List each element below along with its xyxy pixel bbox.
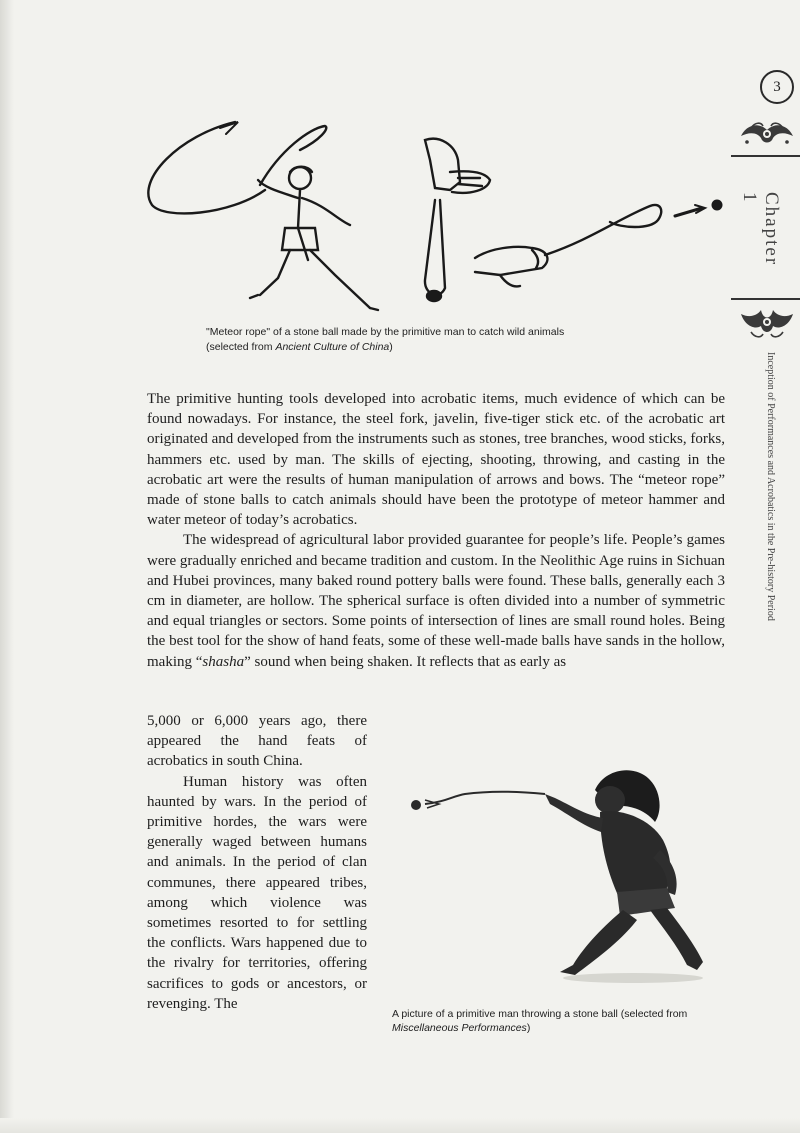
caption-text: A picture of a primitive man throwing a stone ball (selected from (392, 1008, 688, 1020)
caption-text: ) (389, 341, 393, 353)
caption-text: (selected from (206, 341, 276, 353)
body-paragraph: 5,000 or 6,000 years ago, there appeared the hand feats of acrobatics in south China. (147, 713, 367, 770)
paragraph-text: The widespread of agricultural labor provided guarantee for people’s life. People’s games were gradually enriched and became tradition and custom. In the Neolithic Age ruins in Sichuan and Hubei provinces, many baked round pottery balls were found. These balls, generally each 3 cm in diameter, are hollow. The spherical surface is often divided into a number of symmetric and equal triangles or sectors. Some points of intersection of lines are small round holes. Being the best tool for the show of hand feats, some of these well-made balls have sands in the hollow, making “ (147, 532, 725, 670)
chapter-label: Chapter 1 (739, 192, 782, 267)
body-paragraph: Human history was often haunted by wars. In the period of primitive hordes, the wars were generally waged between humans and animals. In the period of clan communes, there appeared tribes, among which violence was sometimes resorted to for settling the conflicts. Wars happened due to the rivalry for territories, offering sacrifices to gods or ancestors, or revenging. The (147, 773, 367, 1012)
running-title: Inception of Performances and Acrobatics in the Pre-history Period (765, 352, 776, 621)
floral-ornament-icon (737, 304, 797, 340)
body-paragraph: The primitive hunting tools developed into acrobatic items, much evidence of which can be found nowadays. For instance, the steel fork, javelin, five-tiger stick etc. of the acrobatic art originated and developed from the instruments such as stones, tree branches, wood sticks, forks, hammers etc. used by man. The skills of ejecting, shooting, throwing, and casting in the acrobatic art were the results of human manipulation of arrows and bows. The “meteor rope” made of stone balls to catch animals should have been the prototype of meteor hammer and water meteor of today’s acrobatics. (147, 391, 725, 529)
caption-source (206, 340, 706, 355)
meteor-rope-illustration (140, 110, 730, 320)
italic-term: shasha (202, 653, 245, 670)
floral-ornament-icon (737, 118, 797, 150)
caption-book-title: Miscellaneous Performances (392, 1022, 527, 1034)
margin-rule-bottom (731, 298, 800, 300)
caption-line: "Meteor rope" of a stone ball made by the primitive man to catch wild animals (206, 326, 565, 338)
body-text-full-width (147, 389, 725, 672)
page-gutter-shadow (0, 0, 14, 1133)
page-bottom-edge (0, 1118, 800, 1133)
caption-text: ) (526, 1022, 531, 1034)
figure-caption (392, 1007, 732, 1035)
page-number: 3 (760, 70, 794, 104)
primitive-man-throwing-illustration (405, 760, 725, 990)
figure-caption (206, 325, 706, 355)
margin-rule-top (731, 155, 800, 157)
paragraph-text: ” sound when being shaken. It reflects that as early as (244, 653, 567, 670)
body-paragraph (147, 530, 725, 671)
body-text-narrow-column (147, 711, 367, 1014)
caption-book-title: Ancient Culture of China (275, 341, 390, 353)
